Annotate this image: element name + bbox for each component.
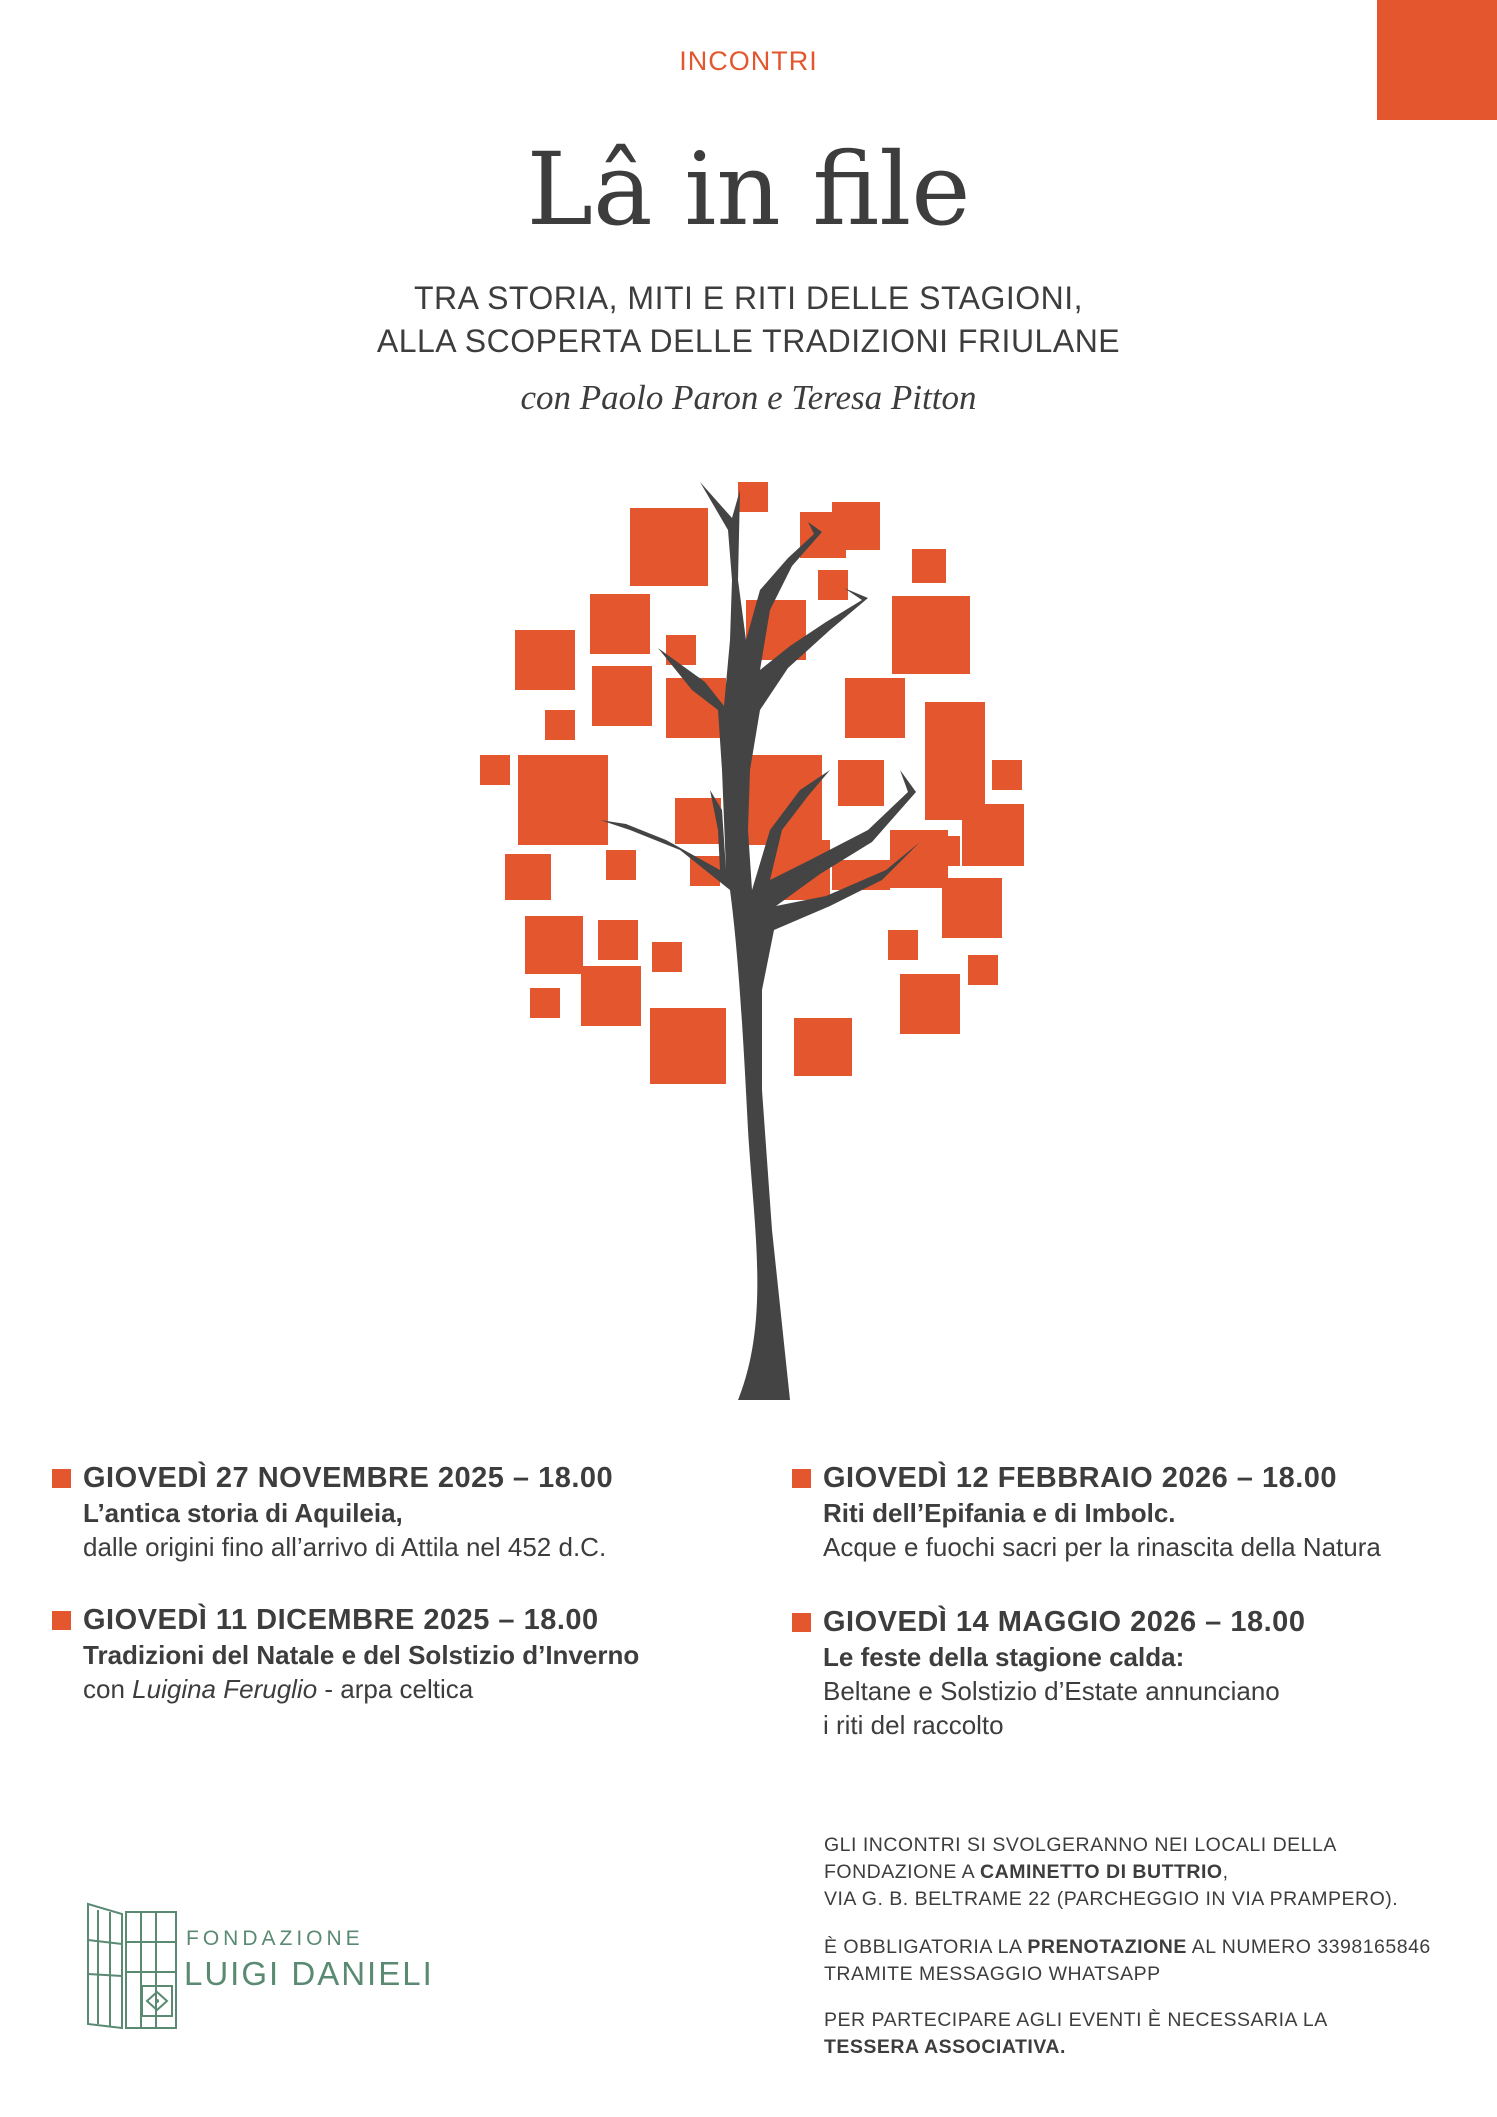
page-title: Lâ in file	[526, 131, 971, 248]
event-4	[792, 1604, 1472, 1742]
event-1-desc: dalle origini fino all’arrivo di Attila nel 452 d.C.	[83, 1532, 607, 1562]
booking-keyword: PRENOTAZIONE	[1027, 1936, 1187, 1958]
event-1-date: GIOVEDÌ 27 NOVEMBRE 2025 – 18.00	[83, 1462, 614, 1494]
event-2-desc	[83, 1672, 732, 1706]
subtitle-line-1: TRA STORIA, MITI E RITI DELLE STAGIONI,	[413, 280, 1084, 316]
event-2-date: GIOVEDÌ 11 DICEMBRE 2025 – 18.00	[83, 1604, 599, 1636]
event-1-title: L’antica storia di Aquileia,	[83, 1498, 403, 1528]
event-1-date-row	[52, 1460, 732, 1496]
membership-line-2	[824, 2034, 1464, 2061]
event-1	[52, 1460, 732, 1564]
tree-illustration-icon	[470, 470, 1070, 1420]
event-3-desc: Acque e fuochi sacri per la rinascita della Natura	[823, 1532, 1381, 1562]
venue-line-2-end: ,	[1222, 1861, 1229, 1883]
square-bullet-icon	[792, 1613, 811, 1632]
event-3-date-row	[792, 1460, 1472, 1496]
event-2-desc-suffix: - arpa celtica	[317, 1674, 474, 1704]
logo-line-2: LUIGI DANIELI	[184, 1955, 434, 1992]
square-bullet-icon	[52, 1611, 71, 1630]
booking-line-2: TRAMITE MESSAGGIO WHATSAPP	[824, 1963, 1161, 1985]
event-3	[792, 1460, 1472, 1564]
authors: con Paolo Paron e Teresa Pitton	[520, 378, 977, 417]
membership-info	[824, 2007, 1464, 2061]
event-2-date-row	[52, 1602, 732, 1638]
membership-keyword: TESSERA ASSOCIATIVA.	[824, 2036, 1066, 2058]
event-2	[52, 1602, 732, 1706]
venue-line-2-text: FONDAZIONE A	[824, 1861, 981, 1883]
event-2-performer: Luigina Feruglio	[132, 1674, 318, 1704]
event-2-title: Tradizioni del Natale e del Solstizio d’Inverno	[83, 1640, 640, 1670]
event-4-desc-line-1: Beltane e Solstizio d’Estate annunciano	[823, 1676, 1280, 1706]
event-3-title: Riti dell’Epifania e di Imbolc.	[823, 1498, 1176, 1528]
event-3-date: GIOVEDÌ 12 FEBBRAIO 2026 – 18.00	[823, 1462, 1338, 1494]
membership-line-1: PER PARTECIPARE AGLI EVENTI È NECESSARIA LA	[824, 2009, 1328, 2031]
square-bullet-icon	[52, 1469, 71, 1488]
venue-line-3: VIA G. B. BELTRAME 22 (PARCHEGGIO IN VIA PRAMPERO).	[824, 1888, 1399, 1910]
event-4-desc-line-2: i riti del raccolto	[823, 1710, 1004, 1740]
kicker: INCONTRI	[679, 46, 818, 76]
event-4-date-row	[792, 1604, 1472, 1640]
venue-line-2	[824, 1859, 1464, 1886]
booking-line-1-text: È OBBLIGATORIA LA	[824, 1936, 1028, 1958]
booking-phone: AL NUMERO 3398165846	[1186, 1936, 1431, 1958]
booking-info	[824, 1934, 1464, 1988]
logo-line-1: FONDAZIONE	[186, 1927, 364, 1950]
venue-info	[824, 1832, 1464, 1913]
square-bullet-icon	[792, 1469, 811, 1488]
subtitle	[0, 277, 1497, 363]
venue-place: CAMINETTO DI BUTTRIO	[980, 1861, 1223, 1883]
venue-line-1: GLI INCONTRI SI SVOLGERANNO NEI LOCALI DELLA	[824, 1834, 1337, 1856]
subtitle-line-2: ALLA SCOPERTA DELLE TRADIZIONI FRIULANE	[376, 323, 1121, 359]
event-4-title: Le feste della stagione calda:	[823, 1642, 1185, 1672]
booking-line-1	[824, 1934, 1464, 1961]
event-2-desc-prefix: con	[83, 1674, 133, 1704]
event-4-date: GIOVEDÌ 14 MAGGIO 2026 – 18.00	[823, 1606, 1306, 1638]
